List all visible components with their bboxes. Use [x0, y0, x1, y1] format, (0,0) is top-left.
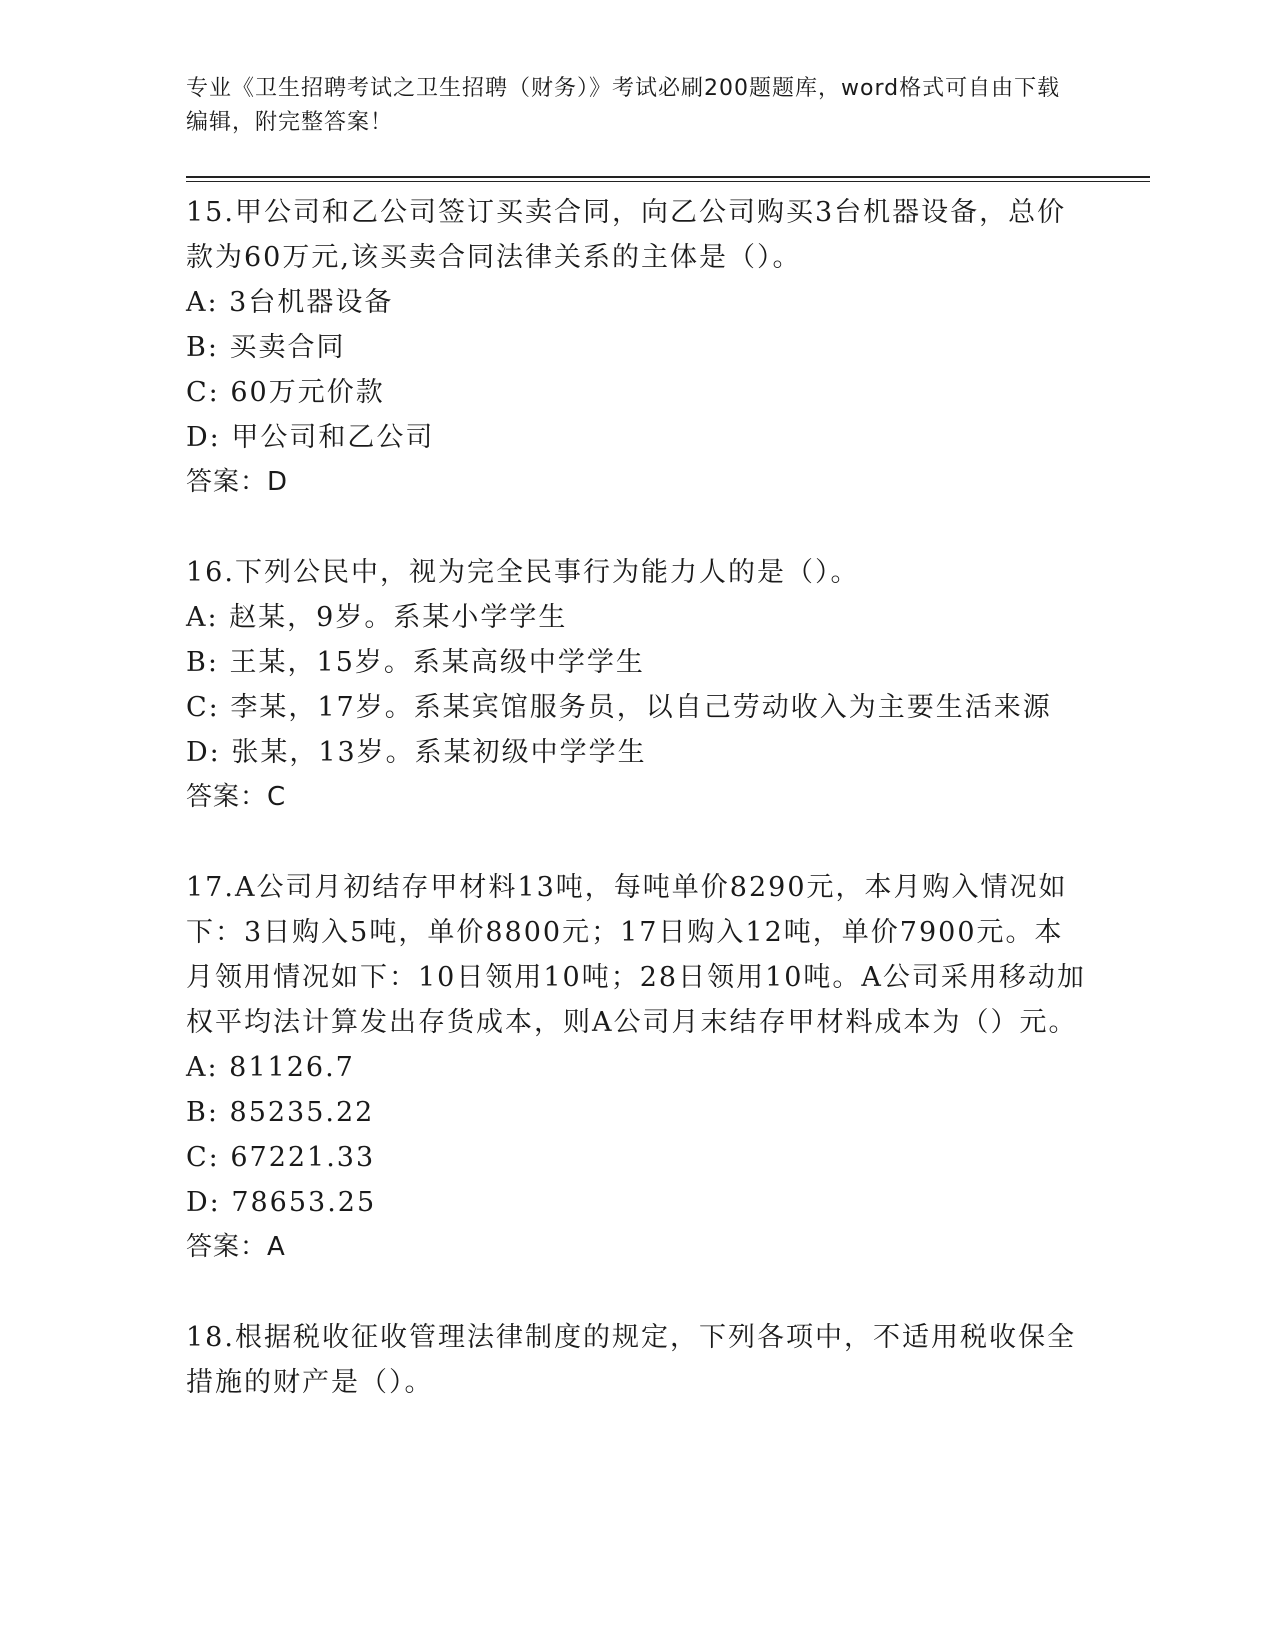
option-d: D: 张某，13岁。系某初级中学学生: [186, 737, 647, 768]
document-header: [186, 72, 1066, 140]
question-18: [186, 1315, 1086, 1405]
option-d: D: 甲公司和乙公司: [186, 422, 435, 453]
question-spacer: [186, 820, 1086, 865]
question-17: [186, 865, 1086, 1315]
option-a: A: 赵某，9岁。系某小学学生: [186, 602, 568, 633]
question-spacer: [186, 1270, 1086, 1315]
question-stem: 15.甲公司和乙公司签订买卖合同，向乙公司购买3台机器设备，总价款为60万元,该买卖合同法律关系的主体是（）。: [186, 197, 1067, 273]
option-c: C: 李某，17岁。系某宾馆服务员，以自己劳动收入为主要生活来源: [186, 692, 1052, 723]
answer-line: 答案：C: [186, 782, 287, 812]
answer-line: 答案：D: [186, 467, 289, 497]
answer-line: 答案：A: [186, 1232, 286, 1262]
header-intro-text: 专业《卫生招聘考试之卫生招聘（财务）》考试必刷200题题库，word格式可自由下载编辑，附完整答案！: [186, 76, 1061, 135]
question-spacer: [186, 505, 1086, 550]
question-stem: 17.A公司月初结存甲材料13吨，每吨单价8290元，本月购入情况如下：3日购入5吨，单价8800元；17日购入12吨，单价7900元。本月领用情况如下：10日领用10吨；28日领用10吨。A公司采用移动加权平均法计算发出存货成本，则A公司月末结存甲材料成本为（）元。: [186, 872, 1086, 1038]
question-15: [186, 190, 1086, 550]
option-d: D: 78653.25: [186, 1187, 377, 1218]
option-c: C: 67221.33: [186, 1142, 376, 1173]
option-b: B: 王某，15岁。系某高级中学学生: [186, 647, 645, 678]
question-stem: 18.根据税收征收管理法律制度的规定，下列各项中，不适用税收保全措施的财产是（）。: [186, 1322, 1076, 1398]
question-stem: 16.下列公民中，视为完全民事行为能力人的是（）。: [186, 557, 860, 588]
header-divider: [186, 176, 1150, 182]
option-a: A: 81126.7: [186, 1052, 355, 1083]
option-a: A: 3台机器设备: [186, 287, 394, 318]
option-b: B: 买卖合同: [186, 332, 346, 363]
question-16: [186, 550, 1086, 865]
question-list: [186, 190, 1086, 1405]
option-c: C: 60万元价款: [186, 377, 385, 408]
option-b: B: 85235.22: [186, 1097, 375, 1128]
